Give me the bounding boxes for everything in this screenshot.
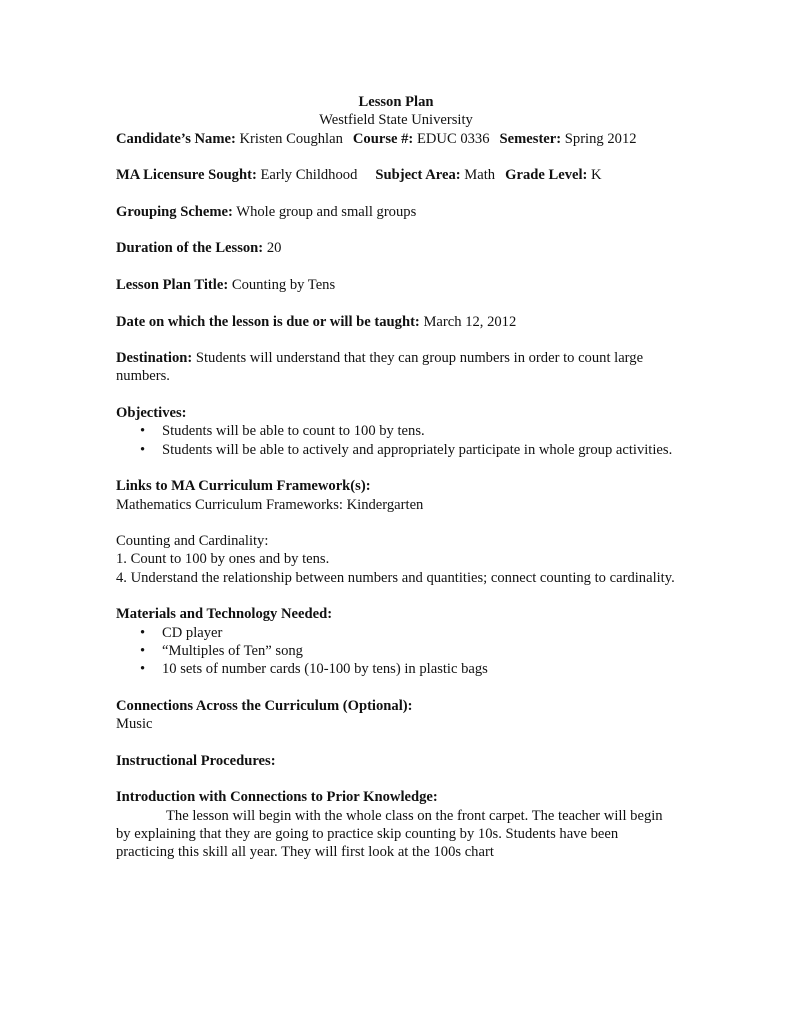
procedures-label: Instructional Procedures:: [116, 752, 276, 769]
objectives-list: [116, 422, 676, 459]
duration-line: [116, 239, 676, 257]
duration-label: Duration of the Lesson:: [116, 240, 264, 257]
document-title: Lesson Plan: [358, 94, 434, 110]
grouping-value: Whole group and small groups: [236, 203, 417, 220]
institution-name: Westfield State University: [319, 112, 473, 129]
framework-label: Links to MA Curriculum Framework(s):: [116, 478, 371, 495]
candidate-line: [116, 130, 676, 148]
licensure-value: Early Childhood: [260, 167, 358, 184]
licensure-label: MA Licensure Sought:: [116, 167, 257, 184]
lesson-title-line: [116, 276, 676, 294]
subject-area-label: Subject Area:: [375, 167, 461, 184]
grouping-line: [116, 203, 676, 221]
destination-label: Destination:: [116, 350, 193, 367]
candidate-name-value: Kristen Coughlan: [239, 130, 343, 147]
connections-label: Connections Across the Curriculum (Optional):: [116, 697, 413, 714]
candidate-name-label: Candidate’s Name:: [116, 130, 236, 147]
cardinality-heading: Counting and Cardinality:: [116, 533, 269, 550]
date-value: March 12, 2012: [423, 313, 517, 330]
introduction-text: The lesson will begin with the whole class on the front carpet. The teacher will begin by explaining that they are going to practice skip counting by 10s. Students have been practicing this skill all year. They will first look at the 100s chart: [116, 807, 663, 861]
list-item: • “Multiples of Ten” song: [116, 642, 676, 660]
date-label: Date on which the lesson is due or will be taught:: [116, 313, 420, 330]
framework-line: Mathematics Curriculum Frameworks: Kindergarten: [116, 496, 424, 513]
subject-area-value: Math: [464, 167, 496, 184]
course-value: EDUC 0336: [416, 130, 490, 147]
introduction-label: Introduction with Connections to Prior Knowledge:: [116, 789, 438, 806]
grade-level-value: K: [591, 167, 602, 184]
lesson-title-value: Counting by Tens: [231, 276, 336, 293]
licensure-line: [116, 166, 676, 184]
course-label: Course #:: [352, 130, 414, 147]
duration-value: 20: [266, 240, 282, 257]
materials-list: [116, 624, 676, 679]
grouping-label: Grouping Scheme:: [116, 203, 233, 220]
list-item: • Students will be able to actively and appropriately participate in whole group activities.: [116, 441, 676, 459]
semester-label: Semester:: [499, 130, 562, 147]
list-item: • 10 sets of number cards (10-100 by tens) in plastic bags: [116, 660, 676, 678]
destination-value: Students will understand that they can group numbers in order to count large numbers.: [116, 350, 644, 385]
document-page: [116, 93, 676, 861]
grade-level-label: Grade Level:: [505, 167, 588, 184]
objectives-label: Objectives:: [116, 405, 187, 422]
list-item: • CD player: [116, 624, 676, 642]
semester-value: Spring 2012: [564, 130, 637, 147]
lesson-title-label: Lesson Plan Title:: [116, 276, 229, 293]
list-item: • Students will be able to count to 100 by tens.: [116, 422, 676, 440]
materials-label: Materials and Technology Needed:: [116, 606, 333, 623]
framework-item-1: 1. Count to 100 by ones and by tens.: [116, 551, 330, 568]
framework-item-4: 4. Understand the relationship between numbers and quantities; connect counting to cardinality.: [116, 569, 675, 586]
connections-value: Music: [116, 716, 153, 733]
date-line: [116, 313, 676, 331]
destination-line: [116, 349, 676, 386]
